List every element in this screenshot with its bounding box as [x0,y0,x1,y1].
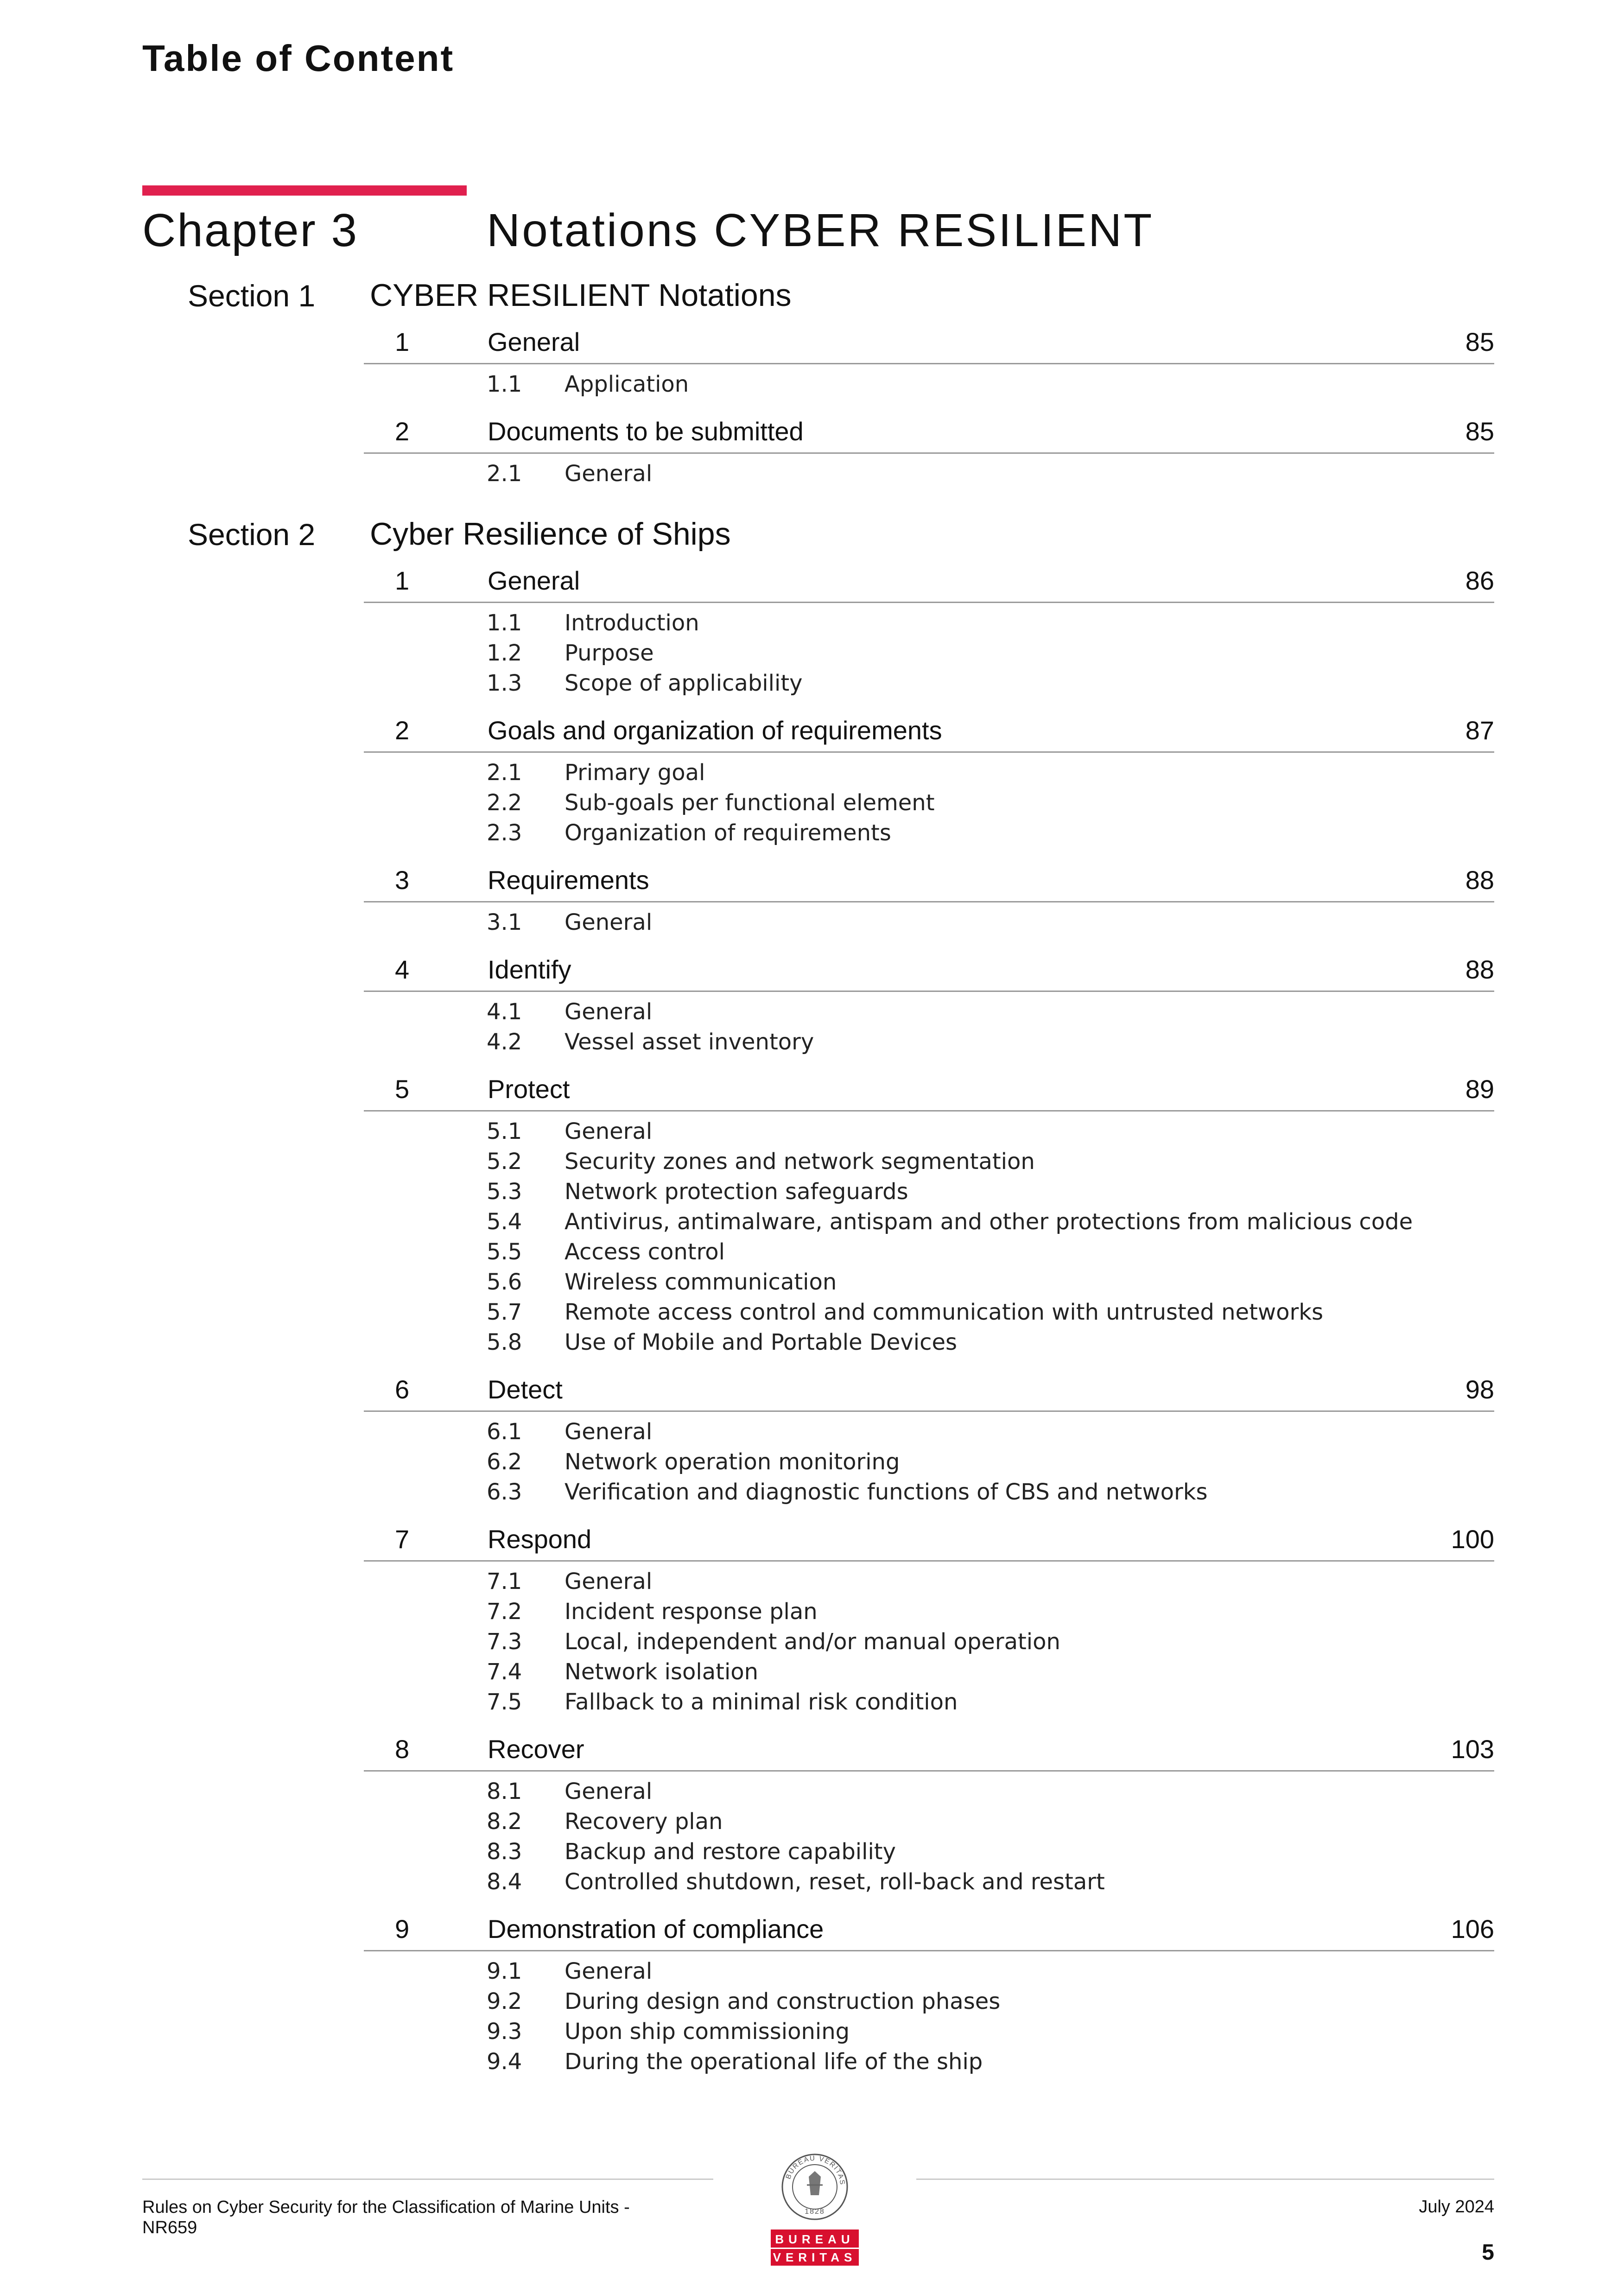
page-heading: Table of Content [142,38,455,79]
article-number: 8 [395,1734,410,1764]
subsection-title: Purpose [565,640,654,666]
bureau-veritas-wordmark [771,2229,859,2266]
article-divider [364,991,1494,992]
article-divider [364,751,1494,753]
svg-text:BUREAU VERITAS: BUREAU VERITAS [784,2154,847,2186]
subsection-title: General [565,1779,653,1804]
article-divider [364,901,1494,902]
subsection-number: 5.2 [487,1149,522,1175]
article-title: Detect [488,1375,563,1404]
subsection-number: 4.1 [487,999,522,1025]
subsection-title: Sub-goals per functional element [565,790,935,816]
article-title: Documents to be submitted [488,417,804,446]
article-page-number: 88 [1465,955,1494,984]
article-number: 1 [395,327,410,356]
subsection-title: Recovery plan [565,1809,723,1835]
subsection-title: General [565,1569,653,1594]
article-number: 1 [395,566,410,595]
subsection-title: Network protection safeguards [565,1179,908,1205]
article-divider [364,1410,1494,1412]
subsection-number: 1.2 [487,640,522,666]
wordmark-line2: VERITAS [771,2248,859,2266]
article-divider [364,1950,1494,1951]
article-number: 5 [395,1074,410,1104]
wordmark-line1: BUREAU [775,2232,855,2246]
article-number: 7 [395,1524,410,1554]
subsection-number: 5.1 [487,1118,522,1144]
article-divider [364,1560,1494,1562]
subsection-title: Backup and restore capability [565,1839,896,1865]
article-number: 4 [395,955,410,984]
article-page-number: 87 [1465,716,1494,745]
subsection-number: 9.3 [487,2019,522,2045]
article-page-number: 106 [1451,1914,1494,1944]
section-label: Section 1 [188,279,316,313]
subsection-number: 8.1 [487,1779,522,1804]
subsection-title: Application [565,371,689,397]
subsection-title: General [565,999,653,1025]
article-divider [364,452,1494,454]
subsection-title: Vessel asset inventory [565,1029,814,1055]
article-divider [364,1770,1494,1772]
subsection-number: 2.2 [487,790,522,816]
subsection-number: 5.8 [487,1329,522,1355]
article-page-number: 98 [1465,1375,1494,1404]
article-title: Respond [488,1524,592,1554]
footer-date: July 2024 [1419,2197,1494,2217]
subsection-title: General [565,1958,653,1984]
section-title: CYBER RESILIENT Notations [370,278,792,313]
subsection-title: Access control [565,1239,725,1265]
footer-document-title [142,2197,630,2238]
subsection-number: 8.3 [487,1839,522,1865]
subsection-title: During the operational life of the ship [565,2049,983,2075]
subsection-title: General [565,909,653,935]
subsection-title: Network isolation [565,1659,759,1685]
subsection-number: 6.3 [487,1479,522,1505]
subsection-number: 7.3 [487,1629,522,1655]
subsection-number: 2.1 [487,461,522,487]
subsection-number: 2.1 [487,760,522,786]
article-title: Demonstration of compliance [488,1914,824,1944]
subsection-number: 7.5 [487,1689,522,1715]
subsection-title: Primary goal [565,760,705,786]
article-page-number: 88 [1465,865,1494,895]
subsection-title: Local, independent and/or manual operation [565,1629,1060,1655]
article-title: Requirements [488,865,649,895]
subsection-number: 5.5 [487,1239,522,1265]
article-page-number: 85 [1465,327,1494,356]
subsection-number: 8.4 [487,1869,522,1895]
subsection-title: During design and construction phases [565,1988,1001,2014]
article-title: Recover [488,1734,584,1764]
article-number: 3 [395,865,410,895]
chapter-title: Notations CYBER RESILIENT [487,204,1154,256]
article-divider [364,602,1494,603]
subsection-number: 5.4 [487,1209,522,1235]
subsection-number: 1.3 [487,670,522,696]
subsection-title: General [565,1419,653,1445]
article-page-number: 100 [1451,1524,1494,1554]
subsection-number: 5.3 [487,1179,522,1205]
subsection-number: 4.2 [487,1029,522,1055]
bureau-veritas-seal-logo [780,2149,850,2227]
subsection-title: General [565,461,653,487]
subsection-number: 2.3 [487,820,522,846]
article-page-number: 85 [1465,417,1494,446]
article-number: 9 [395,1914,410,1944]
article-divider [364,1110,1494,1112]
subsection-title: Incident response plan [565,1599,818,1625]
subsection-number: 9.1 [487,1958,522,1984]
article-divider [364,363,1494,364]
article-page-number: 86 [1465,566,1494,595]
section-label: Section 2 [188,517,316,552]
subsection-title: Controlled shutdown, reset, roll-back and restart [565,1869,1105,1895]
chapter-number: Chapter 3 [142,204,359,256]
article-title: General [488,327,580,356]
subsection-number: 7.2 [487,1599,522,1625]
subsection-number: 9.4 [487,2049,522,2075]
article-title: Identify [488,955,571,984]
subsection-title: Upon ship commissioning [565,2019,850,2045]
section-title: Cyber Resilience of Ships [370,516,731,552]
subsection-title: Verification and diagnostic functions of CBS and networks [565,1479,1208,1505]
subsection-title: Security zones and network segmentation [565,1149,1035,1175]
subsection-number: 1.1 [487,610,522,636]
subsection-number: 1.1 [487,371,522,397]
footer-divider-left [142,2179,713,2180]
footer-divider-right [916,2179,1494,2180]
subsection-number: 5.6 [487,1269,522,1295]
article-page-number: 103 [1451,1734,1494,1764]
subsection-title: Fallback to a minimal risk condition [565,1689,958,1715]
subsection-number: 9.2 [487,1988,522,2014]
article-title: Goals and organization of requirements [488,716,942,745]
article-title: Protect [488,1074,570,1104]
article-number: 2 [395,417,410,446]
chapter-accent-bar [142,185,467,196]
subsection-title: Network operation monitoring [565,1449,900,1475]
subsection-number: 6.2 [487,1449,522,1475]
subsection-title: Organization of requirements [565,820,891,846]
subsection-number: 6.1 [487,1419,522,1445]
article-title: General [488,566,580,595]
subsection-title: Use of Mobile and Portable Devices [565,1329,958,1355]
svg-text:1828: 1828 [805,2208,825,2216]
article-number: 2 [395,716,410,745]
page-number: 5 [1482,2240,1494,2265]
subsection-number: 8.2 [487,1809,522,1835]
article-number: 6 [395,1375,410,1404]
footer-title-line2: NR659 [142,2218,197,2237]
subsection-title: Scope of applicability [565,670,803,696]
article-page-number: 89 [1465,1074,1494,1104]
subsection-number: 3.1 [487,909,522,935]
subsection-title: General [565,1118,653,1144]
subsection-title: Remote access control and communication with untrusted networks [565,1299,1324,1325]
subsection-number: 5.7 [487,1299,522,1325]
footer-title-line1: Rules on Cyber Security for the Classification of Marine Units - [142,2198,630,2217]
subsection-title: Wireless communication [565,1269,837,1295]
subsection-number: 7.4 [487,1659,522,1685]
subsection-title: Introduction [565,610,699,636]
subsection-title: Antivirus, antimalware, antispam and other protections from malicious code [565,1209,1413,1235]
subsection-number: 7.1 [487,1569,522,1594]
